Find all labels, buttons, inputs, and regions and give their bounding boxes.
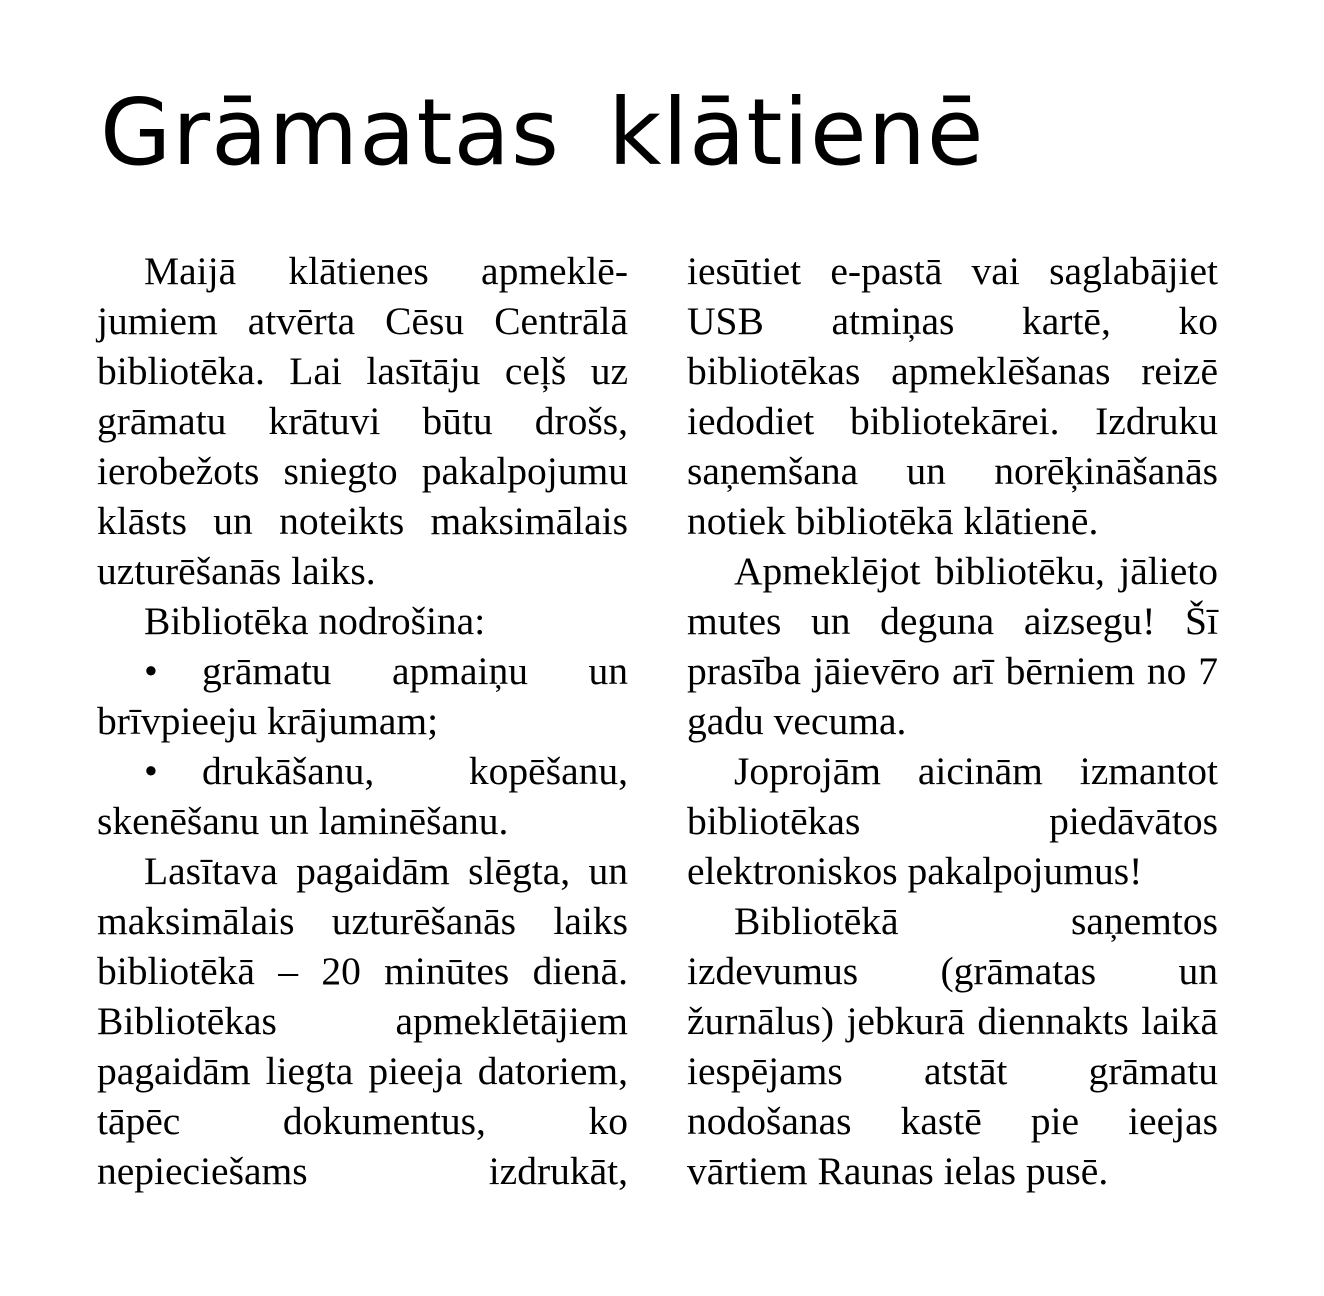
paragraph-print-instructions: iesūtiet e-pastā vai saglabājiet USB atmiņas kartē, ko bibliotēkas apmeklēšanas reizē iedodiet bibliotekārei. Izdruku saņemšana un norēķināšanās notiek bibliotēkā klātienē. [687,249,1218,543]
paragraph-book-return: Bibliotēkā saņemtos izdevumus (grāmatas un žurnālus) jebkurā diennakts laikā iespējams atstāt grāmatu nodošanas kastē pie ieejas vārtiem Raunas ielas pusē. [687,899,1218,1193]
article-right-column [687,246,1218,1196]
paragraph-e-services: Joprojām aicinām izmantot bibliotēkas piedāvātos elektroniskos pakalpojumus! [687,749,1218,893]
paragraph-opening: Maijā klātienes apmeklē-jumiem atvērta Cēsu Centrālā bibliotēka. Lai lasītāju ceļš uz grāmatu krātuvi būtu drošs, ierobežots sniegto pakalpojumu klāsts un noteikts maksimālais uzturēšanās laiks. [97,249,628,593]
list-item-text: grāmatu apmaiņu un brīvpieeju krājumam; [97,649,628,743]
list-item-printing [97,746,628,846]
list-item-text: drukāšanu, kopēšanu, skenēšanu un laminēšanu. [97,749,628,843]
paragraph-face-mask: Apmeklējot bibliotēku, jālieto mutes un deguna aizsegu! Šī prasība jāievēro arī bērniem no 7 gadu vecuma. [687,549,1218,743]
bullet-icon: • [144,749,158,793]
article-title: Grāmatas klātienē [100,79,985,186]
article-left-column [97,246,628,1196]
bullet-icon: • [144,649,158,693]
paragraph-reading-room: Lasītava pagaidām slēgta, un maksimālais uzturēšanās laiks bibliotēkā – 20 minūtes dienā. Bibliotēkas apmeklētājiem pagaidām liegta pieeja datoriem, tāpēc dokumentus, ko nepieciešams izdrukāt, [97,849,628,1193]
list-item-book-exchange [97,646,628,746]
paragraph-services-intro: Bibliotēka nodrošina: [144,599,486,643]
